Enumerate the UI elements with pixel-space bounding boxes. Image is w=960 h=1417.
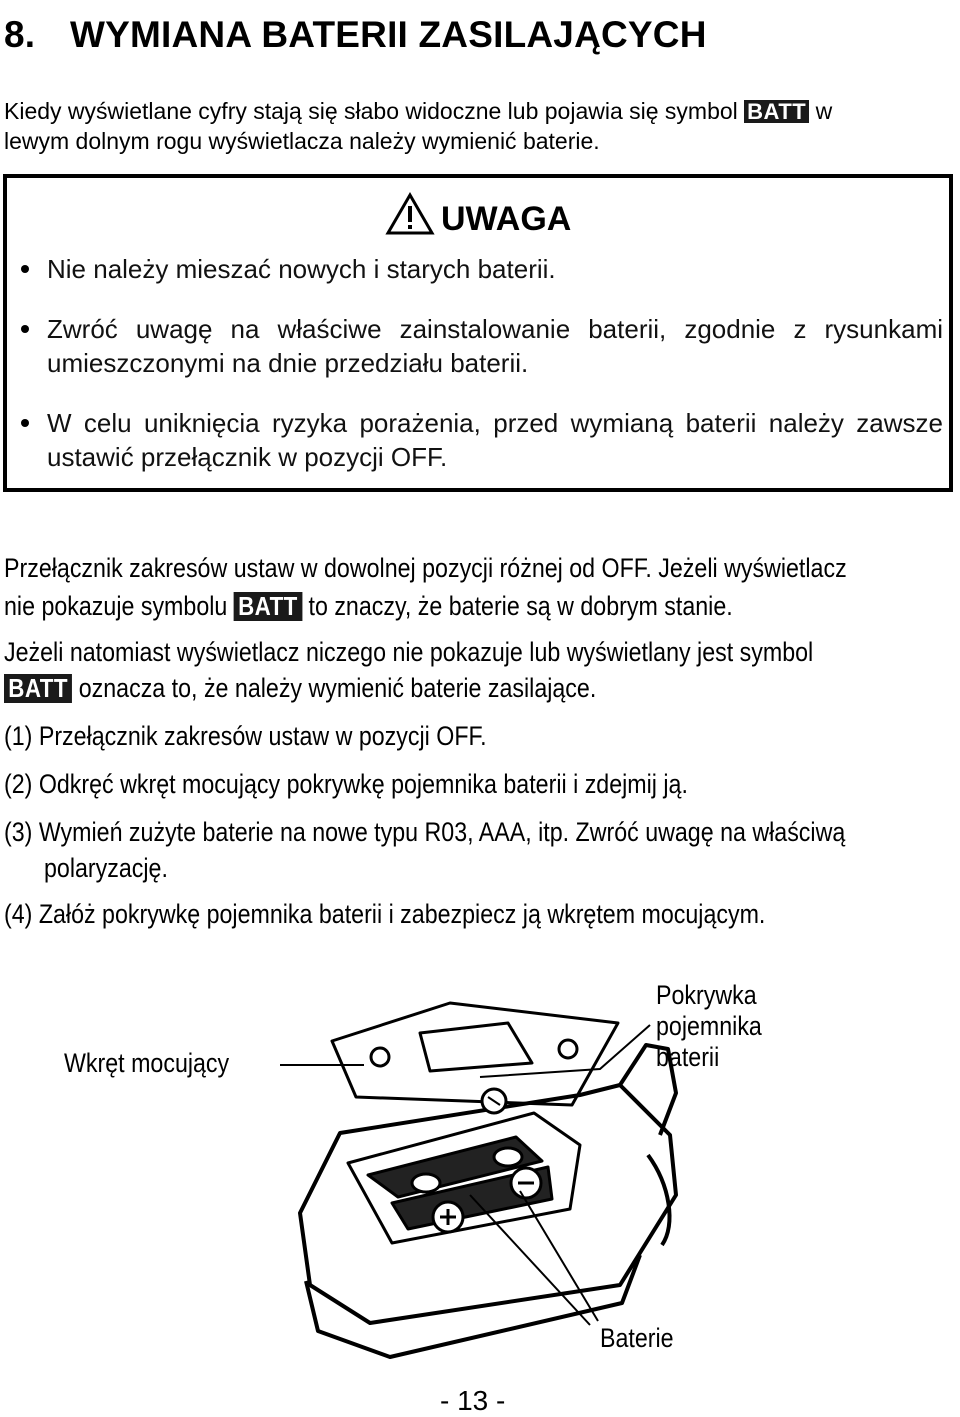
warning-item-text: Nie należy mieszać nowych i starych baterii. xyxy=(47,254,556,284)
warning-item xyxy=(47,406,943,474)
section-title: WYMIANA BATERII ZASILAJĄCYCH xyxy=(70,14,707,55)
warning-box xyxy=(3,174,953,492)
intro-line-2: lewym dolnym rogu wyświetlacza należy wymienić baterie. xyxy=(4,128,600,154)
section-number: 8. xyxy=(4,14,36,55)
paragraph-line: Jeżeli natomiast wyświetlacz niczego nie pokazuje lub wyświetlany jest symbol xyxy=(4,637,814,667)
bullet-icon xyxy=(21,265,29,273)
batt-symbol: BATT xyxy=(4,674,72,703)
warning-item-text: W celu uniknięcia ryzyka porażenia, przed wymianą baterii należy zawsze ustawić przełącznik w pozycji OFF. xyxy=(47,408,943,472)
bullet-icon xyxy=(21,325,29,333)
warning-item xyxy=(47,252,937,286)
paragraph-text: oznacza to, że należy wymienić baterie zasilające. xyxy=(78,673,597,703)
label-cover-2: pojemnika xyxy=(656,1011,762,1041)
intro-text-after: w xyxy=(815,98,833,124)
label-cover-3: baterii xyxy=(656,1042,720,1072)
intro-text-before: Kiedy wyświetlane cyfry stają się słabo widoczne lub pojawia się symbol xyxy=(4,98,738,124)
warning-label: UWAGA xyxy=(441,200,572,238)
warning-item xyxy=(47,312,943,380)
warning-triangle-icon xyxy=(385,192,435,236)
page-number: - 13 - xyxy=(440,1385,506,1416)
step-3-line-1: (3) Wymień zużyte baterie na nowe typu R03, AAA, itp. Zwróć uwagę na właściwą xyxy=(4,817,846,847)
warning-item-text: Zwróć uwagę na właściwe zainstalowanie baterii, zgodnie z rysunkami umieszczonymi na dnie przedziału baterii. xyxy=(47,314,943,378)
batt-symbol: BATT xyxy=(744,100,809,123)
step-4: (4) Załóż pokrywkę pojemnika baterii i zabezpiecz ją wkrętem mocującym. xyxy=(4,899,766,929)
battery-cover-drawing xyxy=(332,1003,618,1105)
paragraph-line xyxy=(4,588,733,624)
intro-line-1 xyxy=(4,98,832,125)
paragraph-text: nie pokazuje symbolu xyxy=(4,591,228,621)
paragraph-text: to znaczy, że baterie są w dobrym stanie. xyxy=(308,591,733,621)
warning-title xyxy=(385,188,571,236)
batt-symbol: BATT xyxy=(234,592,302,621)
label-cover-1: Pokrywka xyxy=(656,980,757,1010)
bullet-icon xyxy=(21,419,29,427)
battery-compartment-illustration xyxy=(280,985,680,1375)
label-batteries: Baterie xyxy=(600,1323,674,1353)
step-2: (2) Odkręć wkręt mocujący pokrywkę pojemnika baterii i zdejmij ją. xyxy=(4,769,688,799)
section-heading xyxy=(4,14,707,56)
label-screw: Wkręt mocujący xyxy=(64,1048,230,1078)
paragraph-line: Przełącznik zakresów ustaw w dowolnej pozycji różnej od OFF. Jeżeli wyświetlacz xyxy=(4,553,847,583)
step-1: (1) Przełącznik zakresów ustaw w pozycji OFF. xyxy=(4,721,487,751)
step-3-line-2: polaryzację. xyxy=(44,853,168,883)
paragraph-line xyxy=(4,670,596,706)
